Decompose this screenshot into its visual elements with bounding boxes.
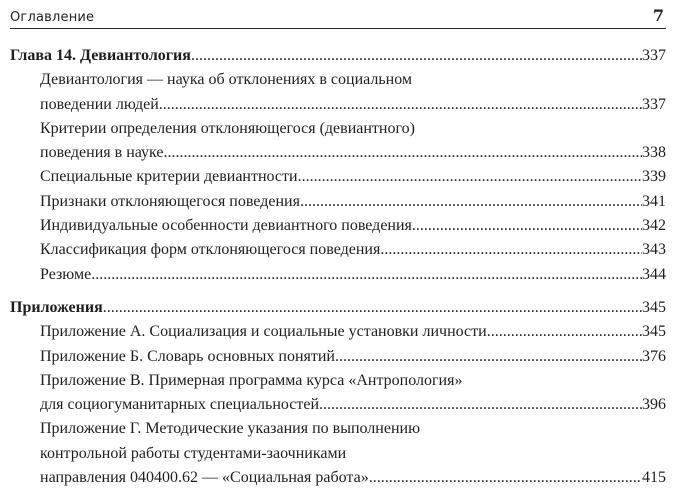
- toc-entry-title: Индивидуальные особенности девиантного поведения: [40, 217, 412, 235]
- toc-entry-page: 338: [642, 144, 666, 162]
- toc-entry-title: Признаки отклоняющегося поведения: [40, 192, 300, 210]
- dot-leader: [298, 165, 642, 189]
- toc-entry-line: [40, 68, 666, 92]
- toc-entry-title: Девиантология — наука об отклонениях в социальном: [40, 71, 413, 89]
- toc-entry-page: 341: [642, 192, 666, 210]
- toc-entry-page: 344: [642, 265, 666, 283]
- toc-entry-line: [40, 369, 666, 393]
- toc-entry-title: поведении людей: [40, 95, 159, 113]
- dot-leader: [380, 238, 642, 262]
- toc-entry: [40, 190, 666, 214]
- toc-entry: [40, 393, 666, 417]
- dot-leader: [91, 263, 642, 287]
- toc-entry-line: [40, 442, 666, 466]
- toc-entry-title: Специальные критерии девиантности: [40, 168, 298, 186]
- toc-entry-title: поведения в науке: [40, 144, 164, 162]
- toc-entry-title: Глава 14. Девиантология: [10, 47, 191, 64]
- toc-entry: [40, 165, 666, 189]
- dot-leader: [300, 190, 642, 214]
- dot-leader: [319, 393, 642, 417]
- toc-entry-line: [40, 117, 666, 141]
- toc-entry-title: направления 040400.62 — «Социальная работа»: [40, 469, 369, 487]
- toc-entry-title: Приложение Б. Словарь основных понятий: [40, 347, 335, 365]
- toc-entry-page: 345: [642, 323, 666, 341]
- toc-entry: [40, 93, 666, 117]
- toc-entry: [40, 214, 666, 238]
- toc-entry-title: Резюме: [40, 265, 92, 283]
- toc-entry-line: [40, 417, 666, 441]
- dot-leader: [369, 466, 642, 490]
- running-header: [10, 6, 666, 29]
- toc-entry-title: Критерии определения отклоняющегося (девиантного): [40, 119, 415, 137]
- toc-entry-page: 342: [642, 217, 666, 235]
- dot-leader: [103, 296, 642, 320]
- toc-entry-title: Приложение Г. Методические указания по выполнению: [40, 420, 421, 438]
- toc-entry: [40, 466, 666, 490]
- toc-entry-page: 396: [642, 396, 666, 414]
- toc-entry-page: 415: [642, 469, 666, 487]
- table-of-contents: [10, 44, 666, 490]
- toc-chapter-14: [10, 44, 666, 68]
- toc-entry-title: Приложение А. Социализация и социальные установки личности: [40, 323, 487, 341]
- header-title: Оглавление: [10, 10, 95, 25]
- dot-leader: [164, 141, 642, 165]
- dot-leader: [487, 320, 642, 344]
- toc-entry: [40, 263, 666, 287]
- toc-entry-title: контрольной работы студентами-заочниками: [40, 444, 347, 462]
- toc-entry-page: 337: [642, 47, 666, 64]
- page-number: 7: [652, 6, 664, 25]
- toc-entry-page: 345: [642, 298, 666, 316]
- toc-entry-page: 343: [642, 241, 666, 259]
- toc-appendices: [10, 296, 666, 320]
- toc-entry-page: 339: [642, 168, 666, 186]
- toc-entry: [40, 320, 666, 344]
- toc-entry: [40, 345, 666, 369]
- dot-leader: [335, 345, 642, 369]
- toc-entry: [40, 238, 666, 262]
- dot-leader: [191, 44, 642, 68]
- toc-entry-title: Классификация форм отклоняющегося поведения: [40, 241, 381, 259]
- dot-leader: [159, 93, 642, 117]
- toc-entry: [40, 141, 666, 165]
- toc-entry-title: для социогуманитарных специальностей: [40, 396, 320, 414]
- toc-entry-title: Приложение В. Примерная программа курса «Антропология»: [40, 371, 463, 389]
- toc-entry-page: 376: [642, 347, 666, 365]
- toc-entry-page: 337: [642, 95, 666, 113]
- dot-leader: [412, 214, 642, 238]
- toc-entry-title: Приложения: [10, 298, 103, 316]
